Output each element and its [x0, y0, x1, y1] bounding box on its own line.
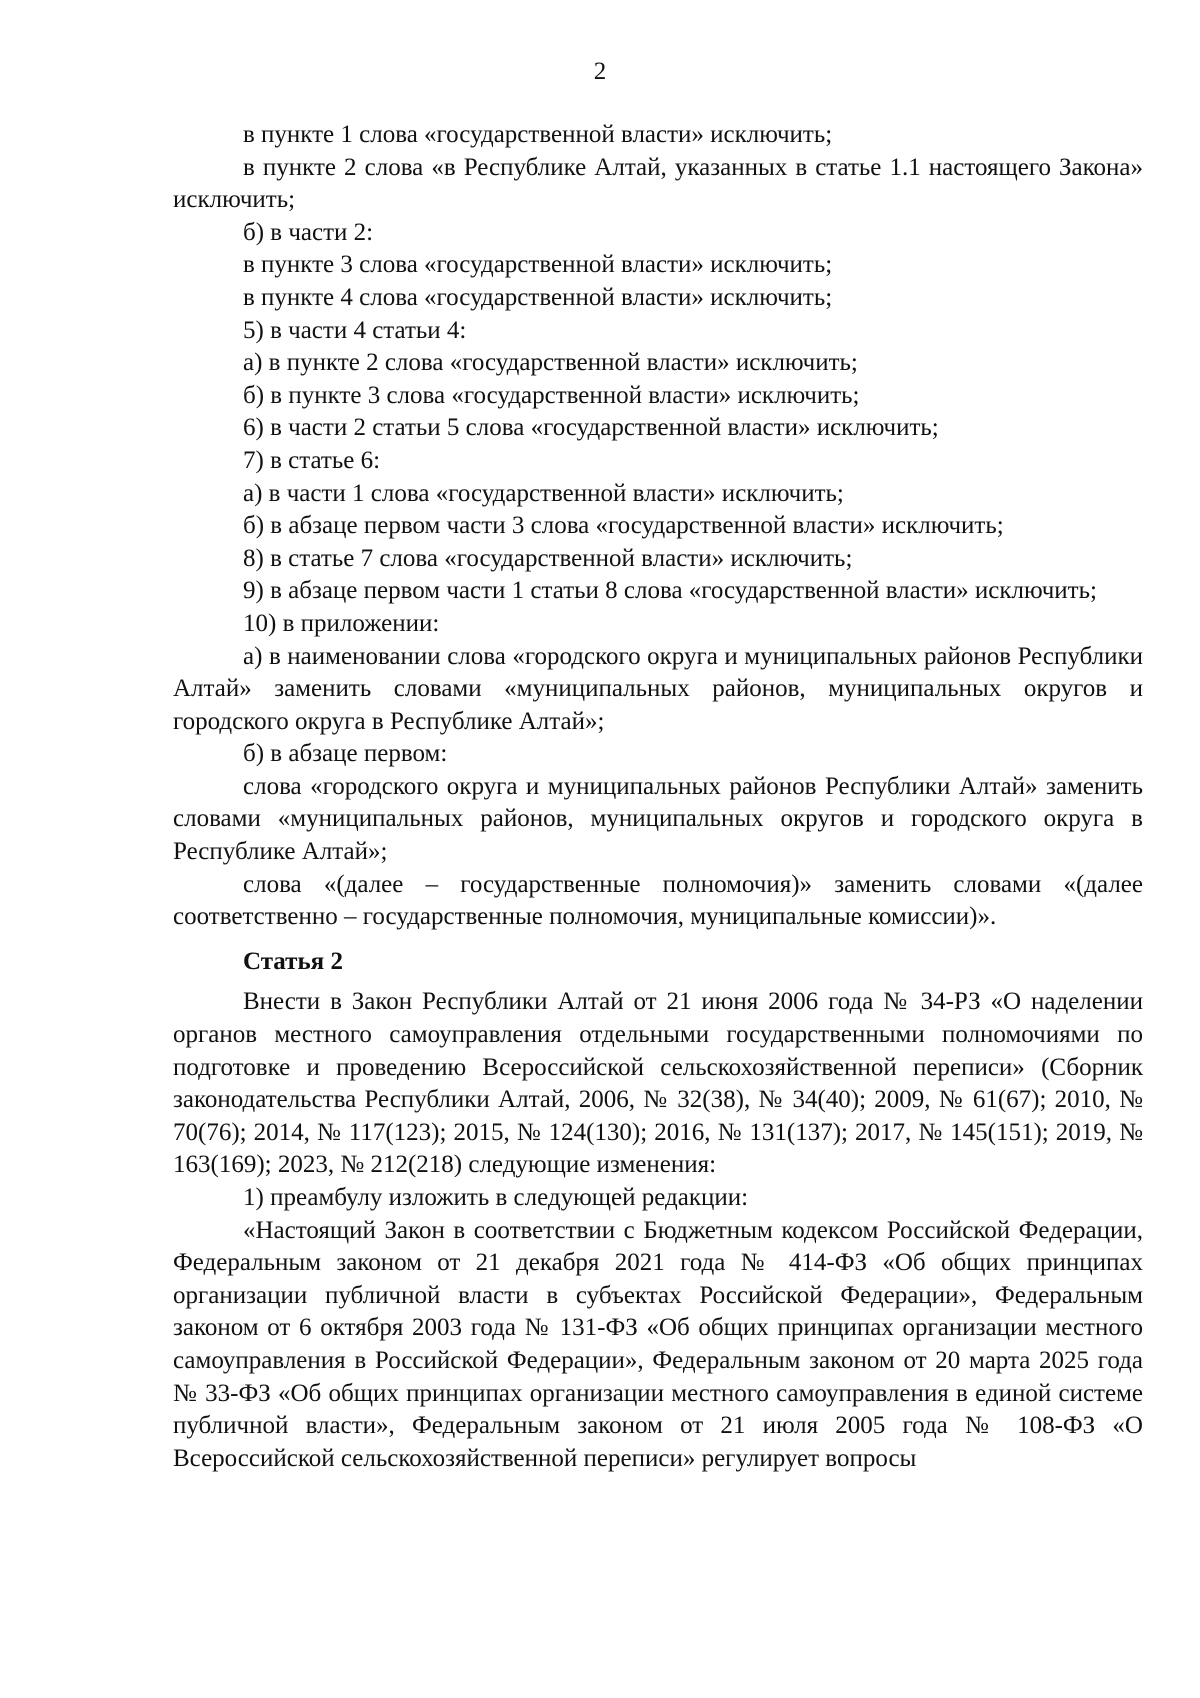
paragraph: в пункте 3 слова «государственной власти» исключить; — [243, 251, 833, 279]
paragraph: б) в части 2: — [243, 218, 374, 246]
paragraph: 1) преамбулу изложить в следующей редакции: — [243, 1184, 749, 1211]
paragraph: б) в абзаце первом части 3 слова «государственной власти» исключить; — [243, 512, 1004, 540]
paragraph: 10) в приложении: — [243, 609, 440, 637]
paragraph: в пункте 1 слова «государственной власти» исключить; — [243, 121, 833, 148]
article-heading: Статья 2 — [243, 947, 343, 975]
paragraph: а) в наименовании слова «городского округа и муниципальных районов Республики Алтай» заменить словами «муниципальных районов, муниципальных округов и городского округа в Республике Алтай»; — [173, 642, 1143, 735]
paragraph: Внести в Закон Республики Алтай от 21 июня 2006 года № 34-РЗ «О наделении органов местного самоуправления отдельными государственными полномочиями по подготовке и проведению Всероссийской сельскохозяйственной переписи» (Сборник законодательства Республики Алтай, 2006, № 32(38), № 34(40); 2009, № 61(67); 2010, № 70(76); 2014, № 117(123); 2015, № 124(130); 2016, № 131(137); 2017, № 145(151); 2019, № 163(169); 2023, № 212(218) следующие изменения: — [173, 988, 1143, 1179]
paragraph: 8) в статье 7 слова «государственной власти» исключить; — [243, 544, 853, 572]
paragraph: 7) в статье 6: — [243, 446, 381, 474]
document-body — [173, 119, 1143, 1475]
paragraph: «Настоящий Закон в соответствии с Бюджетным кодексом Российской Федерации, Федеральным законом от 21 декабря 2021 года № 414-ФЗ «Об общих принципах организации публичной власти в субъектах Российской Федерации», Федеральным законом от 6 октября 2003 года № 131-ФЗ «Об общих принципах организации местного самоуправления в Российской Федерации», Федеральным законом от 20 марта 2025 года № 33-ФЗ «Об общих принципах организации местного самоуправления в единой системе публичной власти», Федеральным законом от 21 июля 2005 года № 108-ФЗ «О Всероссийской сельскохозяйственной переписи» регулирует вопросы — [173, 1216, 1143, 1472]
paragraph: в пункте 2 слова «в Республике Алтай, указанных в статье 1.1 настоящего Закона» исключить; — [173, 153, 1143, 214]
paragraph: слова «(далее – государственные полномочия)» заменить словами «(далее соответственно – государственные полномочия, муниципальные комиссии)». — [173, 870, 1143, 931]
paragraph: б) в абзаце первом: — [243, 740, 448, 768]
paragraph: 6) в части 2 статьи 5 слова «государственной власти» исключить; — [243, 414, 939, 442]
paragraph: 5) в части 4 статьи 4: — [243, 316, 467, 344]
paragraph: а) в части 1 слова «государственной власти» исключить; — [243, 479, 844, 507]
paragraph: в пункте 4 слова «государственной власти» исключить; — [243, 283, 833, 311]
paragraph: а) в пункте 2 слова «государственной власти» исключить; — [243, 349, 858, 377]
paragraph: б) в пункте 3 слова «государственной власти» исключить; — [243, 381, 860, 409]
page-number: 2 — [593, 58, 607, 85]
paragraph: 9) в абзаце первом части 1 статьи 8 слова «государственной власти» исключить; — [243, 577, 1097, 605]
paragraph: слова «городского округа и муниципальных районов Республики Алтай» заменить словами «муниципальных районов, муниципальных округов и городского округа в Республике Алтай»; — [173, 772, 1143, 866]
